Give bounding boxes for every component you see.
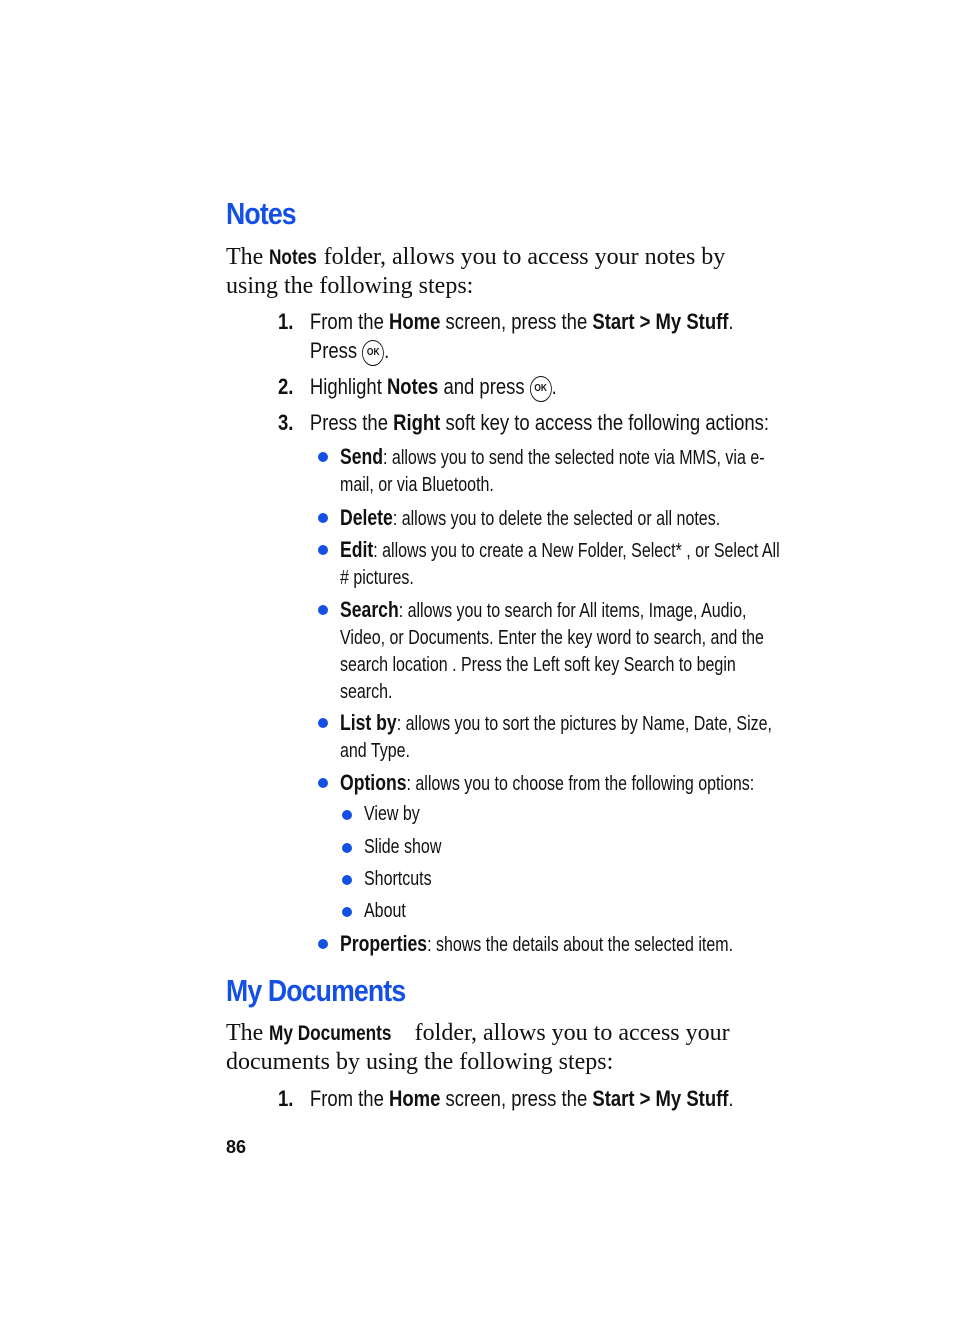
step-text: screen, press the bbox=[440, 1086, 593, 1111]
action-desc: Video, or Documents. Enter the key word to search, and the bbox=[340, 627, 764, 649]
action-edit bbox=[318, 536, 878, 596]
action-name: Send bbox=[340, 444, 384, 469]
step-text: Highlight bbox=[309, 374, 387, 399]
mydocs-step-1 bbox=[278, 1084, 950, 1114]
action-name: Search bbox=[340, 597, 399, 622]
action-name: Edit bbox=[340, 537, 374, 562]
action-desc: : allows you to create a New Folder, Select* , or Select All bbox=[373, 540, 780, 562]
option-item bbox=[342, 834, 642, 864]
step-text: . bbox=[384, 338, 390, 363]
bullet-icon bbox=[342, 843, 352, 853]
step-number: 1. bbox=[278, 309, 294, 334]
notes-intro bbox=[226, 243, 725, 301]
bullet-icon bbox=[318, 939, 328, 949]
option-label: About bbox=[364, 900, 406, 922]
action-desc: : shows the details about the selected item. bbox=[427, 934, 734, 956]
action-delete bbox=[318, 504, 878, 534]
bullet-icon bbox=[318, 718, 328, 728]
ok-key-icon: OK bbox=[530, 376, 552, 402]
intro-text: The bbox=[226, 244, 270, 270]
option-item bbox=[342, 866, 642, 896]
notes-step-3 bbox=[278, 408, 950, 438]
action-name: Properties bbox=[340, 931, 428, 956]
action-desc: : allows you to send the selected note via MMS, via e- bbox=[383, 447, 765, 469]
ok-key-icon: OK bbox=[362, 340, 384, 366]
action-desc: and Type. bbox=[340, 740, 410, 762]
action-desc: : allows you to delete the selected or all notes. bbox=[392, 508, 721, 530]
step-text: . bbox=[728, 309, 734, 334]
step-text: soft key to access the following actions: bbox=[440, 410, 770, 435]
step-bold: Start > My Stuff bbox=[592, 1086, 729, 1111]
bullet-icon bbox=[318, 545, 328, 555]
bullet-icon bbox=[342, 875, 352, 885]
bullet-icon bbox=[318, 778, 328, 788]
intro-bold: My Documents bbox=[269, 1022, 392, 1045]
action-name: Options bbox=[340, 770, 407, 795]
action-list-by bbox=[318, 709, 878, 769]
action-desc: search location . Press the Left soft key Search to begin bbox=[340, 654, 736, 676]
action-name: Delete bbox=[340, 505, 393, 530]
option-item bbox=[342, 801, 642, 831]
step-text: Press bbox=[309, 338, 363, 363]
action-desc: search. bbox=[340, 681, 393, 703]
notes-heading: Notes bbox=[226, 196, 296, 231]
page-number: 86 bbox=[226, 1137, 247, 1157]
step-number: 3. bbox=[278, 410, 294, 435]
intro-text: using the following steps: bbox=[226, 273, 474, 299]
bullet-icon bbox=[318, 452, 328, 462]
step-number: 2. bbox=[278, 374, 294, 399]
step-text: Press the bbox=[309, 410, 394, 435]
action-send bbox=[318, 443, 878, 503]
action-options bbox=[318, 769, 878, 799]
step-bold: Home bbox=[388, 1086, 441, 1111]
step-bold: Right bbox=[393, 410, 441, 435]
intro-text: The bbox=[226, 1020, 270, 1046]
action-desc: : allows you to search for All items, Image, Audio, bbox=[398, 600, 747, 622]
notes-step-2 bbox=[278, 372, 950, 402]
step-text: From the bbox=[309, 1086, 389, 1111]
bullet-icon bbox=[342, 907, 352, 917]
intro-text: folder, allows you to access your bbox=[408, 1020, 730, 1046]
step-text: . bbox=[728, 1086, 734, 1111]
step-number: 1. bbox=[278, 1086, 294, 1111]
action-desc: : allows you to sort the pictures by Name, Date, Size, bbox=[396, 713, 772, 735]
bullet-icon bbox=[342, 810, 352, 820]
action-properties bbox=[318, 930, 878, 960]
step-bold: Notes bbox=[386, 374, 439, 399]
mydocs-intro bbox=[226, 1019, 730, 1077]
step-bold: Home bbox=[388, 309, 441, 334]
action-desc: mail, or via Bluetooth. bbox=[340, 474, 494, 496]
step-text: and press bbox=[438, 374, 530, 399]
option-label: Shortcuts bbox=[364, 868, 432, 890]
bullet-icon bbox=[318, 605, 328, 615]
option-label: Slide show bbox=[364, 836, 442, 858]
option-item bbox=[342, 898, 642, 928]
bullet-icon bbox=[318, 513, 328, 523]
step-text: From the bbox=[309, 309, 389, 334]
action-desc: # pictures. bbox=[340, 567, 414, 589]
my-documents-heading: My Documents bbox=[226, 973, 406, 1008]
step-bold: Start > My Stuff bbox=[592, 309, 729, 334]
notes-step-1 bbox=[278, 307, 950, 367]
option-label: View by bbox=[364, 803, 420, 825]
intro-bold: Notes bbox=[269, 246, 318, 269]
action-desc: : allows you to choose from the following options: bbox=[406, 773, 755, 795]
step-text: . bbox=[551, 374, 557, 399]
intro-text: documents by using the following steps: bbox=[226, 1049, 614, 1075]
action-name: List by bbox=[340, 710, 397, 735]
step-text: screen, press the bbox=[440, 309, 593, 334]
action-search bbox=[318, 596, 878, 708]
intro-text: folder, allows you to access your notes by bbox=[317, 244, 726, 270]
